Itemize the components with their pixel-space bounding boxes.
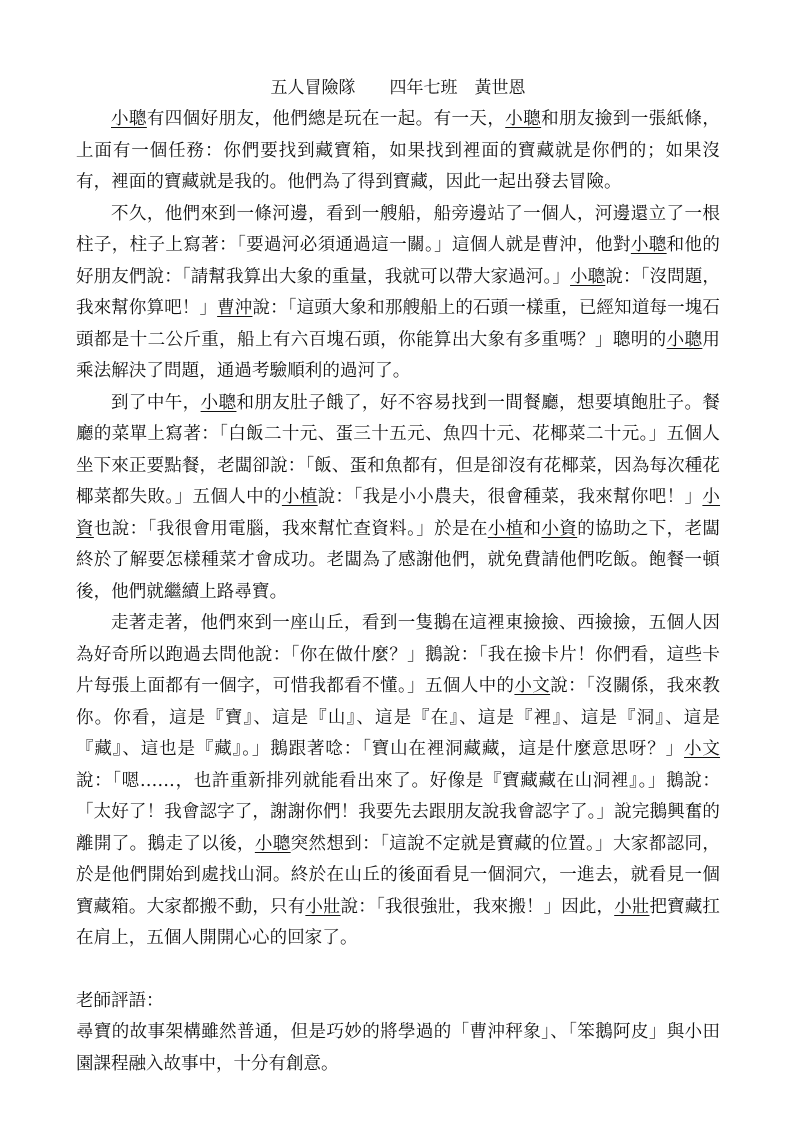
story-text: 和朋友撿到一張紙條，上面有一個任務：你們要找到藏寶箱，如果找到裡面的寶藏就是你們的；如果沒有，裡面的寶藏就是我的。他們為了得到寶藏，因此一起出發去冒險。 xyxy=(76,109,720,192)
character-name: 曹沖 xyxy=(217,298,253,318)
character-name: 小壯 xyxy=(305,896,341,917)
character-name: 小聰 xyxy=(666,329,703,350)
story-text: 說：「嗯……，也許重新排列就能看出來了。好像是『寶藏藏在山洞裡』。」鵝說：「太好了！我會認字了，謝謝你們！我要先去跟朋友說我會認字了。」說完鵝興奮的離開了。鵝走了以後， xyxy=(76,770,720,854)
character-name: 小聰 xyxy=(630,235,667,255)
document-title: 五人冒險隊 四年七班 黃世恩 xyxy=(270,78,526,98)
story-text: 突然想到：「這說不定就是寶藏的位置。」大家都認同，於是他們開始到處找山洞。終於在山丘的後面看見一個洞穴，一進去，就看見一個寶藏箱。大家都搬不動，只有 xyxy=(76,833,721,917)
story-text: 和他的好朋友們說：「請幫我算出大象的重量，我就可以帶大家過河。」 xyxy=(76,235,720,287)
story-text: 用乘法解決了問題，通過考驗順利的過河了。 xyxy=(76,329,720,381)
story-text: 說：「沒關係，我來教你。你看，這是『寶』、這是『山』、這是『在』、這是『裡』、這是『洞』、這是『藏』、這也是『藏』。」鵝跟著唸：「寶山在裡洞藏藏，這是什麼意思呀？」 xyxy=(76,676,721,759)
section-gap xyxy=(76,955,720,986)
story-text: 有四個好朋友，他們總是玩在一起。有一天， xyxy=(146,109,506,129)
story-text: 到了中午， xyxy=(111,392,201,413)
story-text: 也說：「我很會用電腦，我來幫忙查資料。」於是在 xyxy=(93,518,488,539)
character-name: 小文 xyxy=(514,676,551,696)
story-text: 說：「這頭大象和那艘船上的石頭一樣重，已經知道每一塊石頭都是十二公斤重，船上有六百塊石頭，你能算出大象有多重嗎？」聰明的 xyxy=(76,298,720,350)
character-name: 小資 xyxy=(76,487,721,539)
story-paragraph-3 xyxy=(76,388,720,609)
story-text: 不久，他們來到一條河邊，看到一艘船，船旁邊站了一個人，河邊還立了一根柱子，柱子上寫著：「要過河必須通過這一關。」這個人就是曹沖，他對 xyxy=(76,203,720,255)
story-text: 和 xyxy=(523,518,542,539)
story-body xyxy=(76,104,720,955)
character-name: 小聰 xyxy=(254,833,291,854)
document-page xyxy=(76,72,720,1080)
story-text: 說：「我是小小農夫，很會種菜，我來幫你吧！」 xyxy=(317,487,703,507)
character-name: 小聰 xyxy=(505,109,542,129)
story-text: 走著走著，他們來到一座山丘，看到一隻鵝在這裡東撿撿、西撿撿，五個人因為好奇所以跑過去問他說：「你在做什麼？」鵝說：「我在撿卡片！你們看，這些卡片每張上面都有一個字，可惜我都看不懂。」五個人中的 xyxy=(76,613,720,696)
character-name: 小植 xyxy=(281,487,318,507)
character-name: 小植 xyxy=(487,518,524,539)
character-name: 小聰 xyxy=(111,109,147,129)
story-text: 把寶藏扛在肩上，五個人開開心心的回家了。 xyxy=(76,896,721,948)
character-name: 小資 xyxy=(541,518,578,539)
story-paragraph-2 xyxy=(76,199,720,388)
story-paragraph-1 xyxy=(76,104,720,199)
character-name: 小聰 xyxy=(200,392,237,413)
story-paragraph-4 xyxy=(76,608,720,955)
story-text: 的協助之下，老闆終於了解要怎樣種菜才會成功。老闆為了感謝他們，就免費請他們吃飯。飽餐一頓後，他們就繼續上路尋寶。 xyxy=(76,518,720,602)
story-text: 和朋友肚子餓了，好不容易找到一間餐廳，想要填飽肚子。餐廳的菜單上寫著：「白飯二十元、蛋三十五元、魚四十元、花椰菜二十元。」五個人坐下來正要點餐，老闆卻說：「飯、蛋和魚都有，但是卻沒有花椰菜，因為每次種花椰菜都失敗。」五個人中的 xyxy=(76,392,720,507)
character-name: 小聰 xyxy=(570,266,606,287)
teacher-comment-text: 尋寶的故事架構雖然普通，但是巧妙的將學過的「曹沖秤象」、「笨鵝阿皮」與小田園課程融入故事中，十分有創意。 xyxy=(76,1022,720,1074)
teacher-comment-heading: 老師評語： xyxy=(76,990,164,1011)
story-text: 說：「我很強壯，我來搬！」因此， xyxy=(340,896,615,917)
story-text: 說：「沒問題，我來幫你算吧！」 xyxy=(76,266,720,318)
character-name: 小壯 xyxy=(614,896,650,917)
character-name: 小文 xyxy=(684,739,721,759)
